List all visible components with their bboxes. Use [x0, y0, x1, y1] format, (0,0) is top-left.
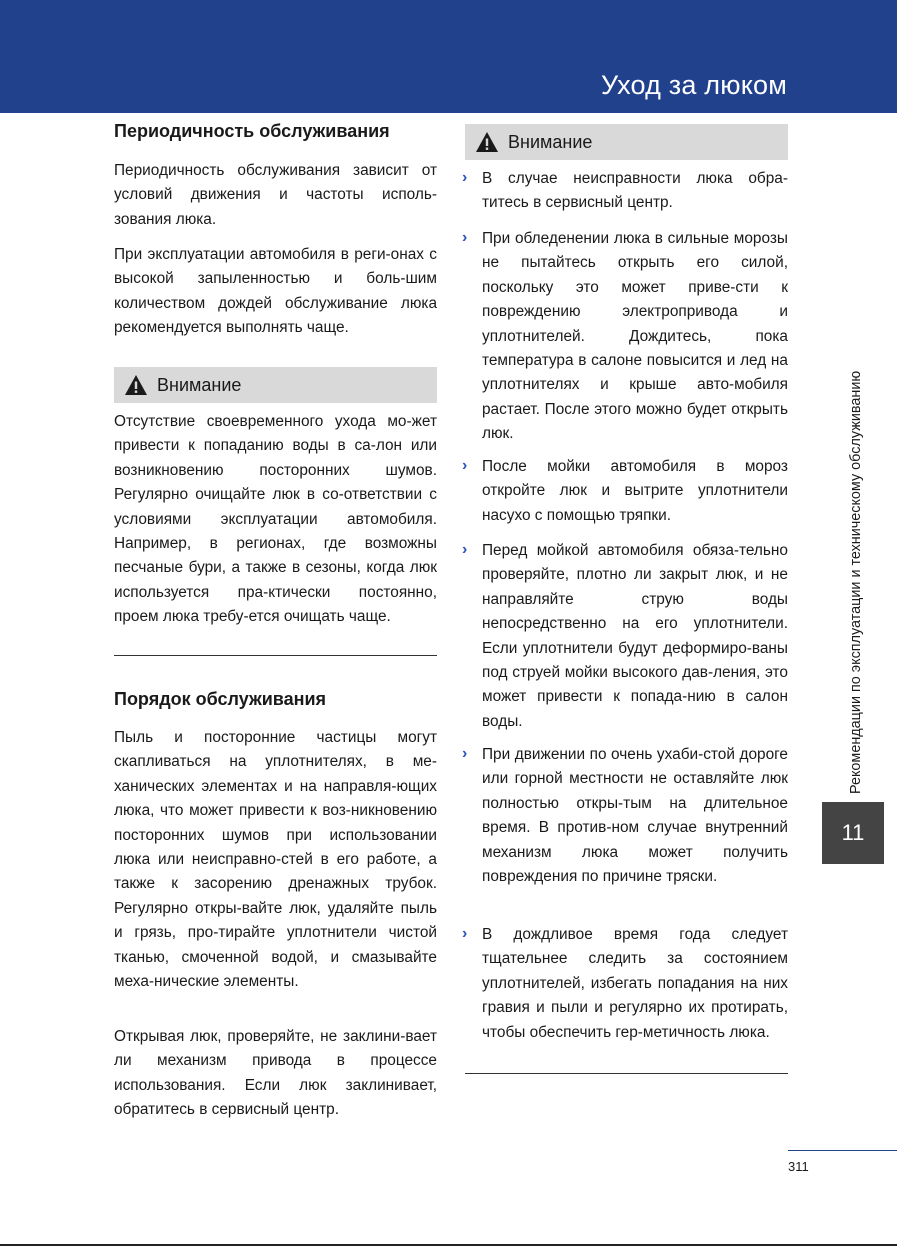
list-item-text: В дождливое время года следует тщательнее следить за состоянием уплотнителей, избегать попадания на них гравия и пыли и регулярно их протирать, чтобы обеспечить гер-метичность люка. — [482, 926, 788, 1041]
paragraph: Периодичность обслуживания зависит от условий движения и частоты исполь-зования люка. — [114, 162, 437, 228]
bottom-border — [0, 1244, 897, 1246]
warning-text: Отсутствие своевременного ухода мо-жет привести к попаданию воды в са-лон или возникновению посторонних шумов. Регулярно очищайте люк в со-ответствии с условиями эксплуатации автомобиля. Например, в регионах, где возможны песчаные бури, а также в сезоны, когда люк используется пра-ктически постоянно, проем люка требу-ется очищать чаще. — [114, 413, 437, 626]
chapter-number-badge: 11 — [822, 802, 884, 864]
list-item-text: В случае неисправности люка обра-титесь в сервисный центр. — [482, 170, 788, 212]
chevron-right-icon: › — [462, 457, 468, 474]
paragraph: Открывая люк, проверяйте, не заклини-вает ли механизм привода в процессе использования. Если люк заклинивает, обратитесь в сервисный центр. — [114, 1028, 437, 1119]
list-item — [462, 539, 788, 734]
list-item-text: После мойки автомобиля в мороз откройте люк и вытрите уплотнители насухо с помощью тряпки. — [482, 458, 788, 524]
list-item-text: Перед мойкой автомобиля обяза-тельно проверяйте, плотно ли закрыт люк, и не направляйте струю воды непосредственно на его уплотнители. Если уплотнители будут деформиро-ваны под струей мойки высокого дав-ления, это может привести к попада-нию в салон воды. — [482, 542, 788, 730]
chevron-right-icon: › — [462, 925, 468, 942]
list-item — [462, 923, 788, 1045]
chevron-right-icon: › — [462, 229, 468, 246]
list-item — [462, 455, 788, 528]
warning-icon — [124, 374, 148, 396]
list-item-text: При движении по очень ухаби-стой дороге или горной местности не оставляйте люк полностью откры-тым на длительное время. В против-ном случае внутренний механизм люка может получить повреждения по причине тряски. — [482, 746, 788, 886]
warning-box — [465, 124, 788, 160]
list-item — [462, 227, 788, 447]
warning-label: Внимание — [508, 131, 593, 152]
footer-line — [788, 1150, 897, 1151]
list-item — [462, 167, 788, 216]
warning-icon — [475, 131, 499, 153]
divider — [465, 1073, 788, 1074]
section-heading-periodicity: Периодичность обслуживания — [114, 121, 390, 141]
list-item-text: При обледенении люка в сильные морозы не пытайтесь открыть его силой, поскольку это может приве-сти к повреждению электропривода и уплотнителей. Дождитесь, пока температура в салоне повысится и лед на уплотнителях и крыше авто-мобиля растает. После этого можно будет открыть люк. — [482, 230, 788, 443]
warning-label: Внимание — [157, 374, 242, 395]
divider — [114, 655, 437, 656]
page-number: 311 — [788, 1159, 809, 1174]
warning-box — [114, 367, 437, 403]
chapter-title-vertical: Рекомендации по эксплуатации и техническому обслуживанию — [848, 370, 864, 794]
section-heading-procedure: Порядок обслуживания — [114, 689, 327, 709]
list-item — [462, 743, 788, 889]
page-title: Уход за люком — [600, 70, 787, 100]
chevron-right-icon: › — [462, 169, 468, 186]
chevron-right-icon: › — [462, 745, 468, 762]
chevron-right-icon: › — [462, 541, 468, 558]
paragraph: При эксплуатации автомобиля в реги-онах с высокой запыленностью и боль-шим количеством дождей обслуживание люка рекомендуется выполнять чаще. — [114, 246, 437, 337]
paragraph: Пыль и посторонние частицы могут скапливаться на уплотнителях, в ме-ханических элементах и на направля-ющих люка, что может привести к воз-никновению посторонних шумов при использовании люка или неисправно-стей в его работе, а также к засорению дренажных трубок. Регулярно откры-вайте люк, удаляйте пыль и грязь, про-тирайте уплотнители чистой тканью, смоченной водой, и смазывайте меха-нические элементы. — [114, 729, 437, 991]
